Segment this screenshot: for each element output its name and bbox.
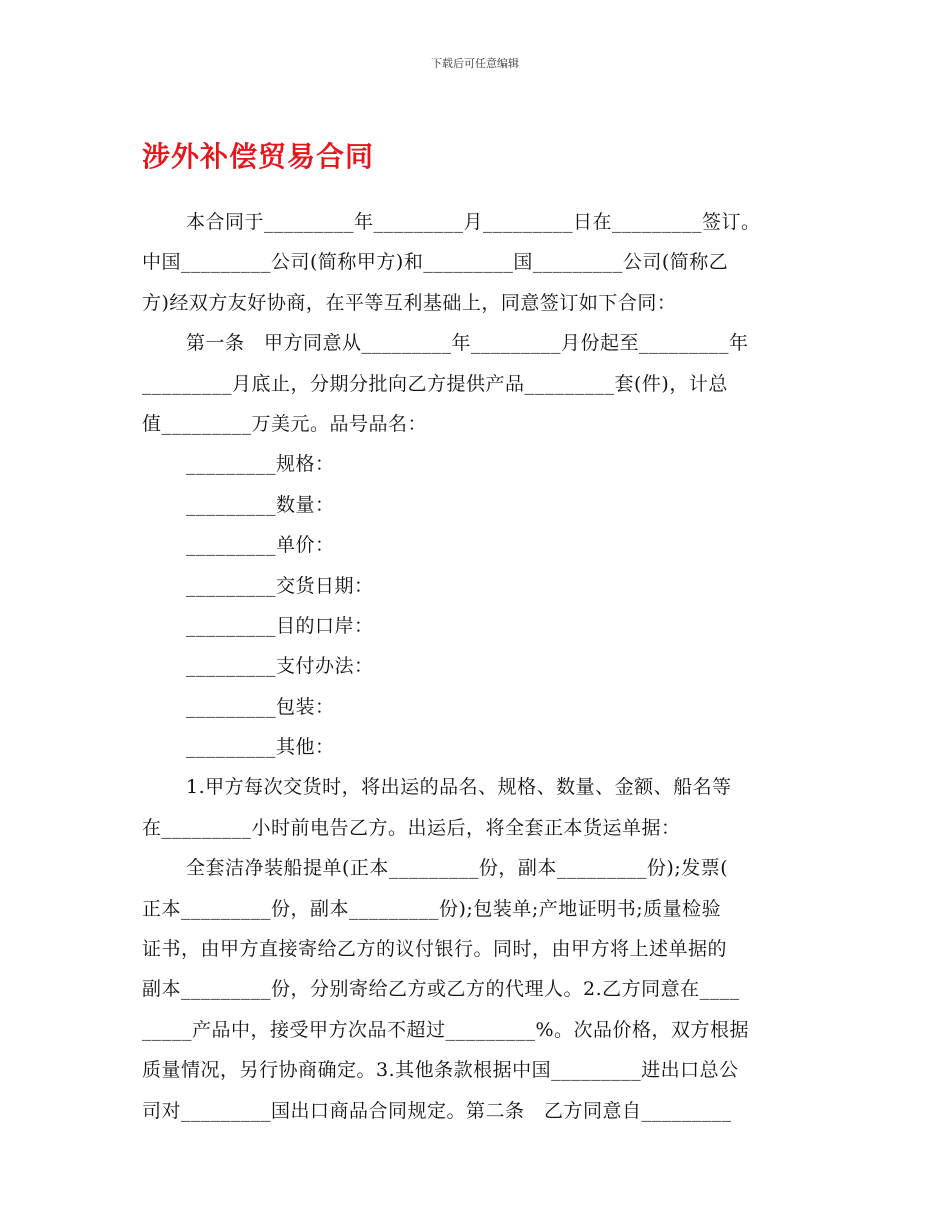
body-line: _________包装： (186, 695, 335, 718)
body-line: _________其他： (186, 736, 335, 759)
body-line: _________月底止，分期分批向乙方提供产品_________套(件)，计总 (142, 372, 728, 395)
body-line: 副本_________份，分别寄给乙方或乙方的代理人。2.乙方同意在____ (142, 978, 740, 1001)
body-line: 中国_________公司(简称甲方)和_________国_________公司(简称乙 (142, 251, 729, 274)
body-line: 全套洁净装船提单(正本_________份，副本_________份);发票( (186, 857, 729, 880)
body-line: _________单价： (186, 534, 335, 557)
body-line: 第一条 甲方同意从_________年_________月份起至_________年 (186, 332, 749, 355)
body-line: 方)经双方友好协商，在平等互利基础上，同意签订如下合同： (142, 291, 677, 314)
body-line: _________规格： (186, 453, 335, 476)
body-line: 1.甲方每次交货时，将出运的品名、规格、数量、金额、船名等 (186, 776, 732, 799)
page-header: 下载后可任意编辑 (431, 57, 519, 70)
contract-body (142, 202, 812, 1131)
body-line: 证书，由甲方直接寄给乙方的议付银行。同时，由甲方将上述单据的 (142, 938, 728, 961)
body-line: 正本_________份，副本_________份);包装单;产地证明书;质量检验 (142, 897, 722, 920)
body-line: _________支付办法： (186, 655, 374, 678)
body-line: _________目的口岸： (186, 614, 374, 637)
body-line: 值_________万美元。品号品名： (142, 412, 428, 435)
body-line: _________数量： (186, 493, 335, 516)
body-line: 本合同于_________年_________月_________日在_________签订。 (186, 211, 761, 233)
body-line: _____产品中，接受甲方次品不超过_________%。次品价格，双方根据 (142, 1018, 750, 1041)
body-line: 在_________小时前电告乙方。出运后，将全套正本货运单据： (142, 816, 681, 839)
body-line: 质量情况，另行协商确定。3.其他条款根据中国_________进出口总公 (142, 1059, 739, 1082)
body-line: 司对_________国出口商品合同规定。第二条 乙方同意自_________ (142, 1099, 732, 1122)
body-line: _________交货日期： (186, 574, 374, 597)
document-title: 涉外补偿贸易合同 (142, 140, 375, 173)
